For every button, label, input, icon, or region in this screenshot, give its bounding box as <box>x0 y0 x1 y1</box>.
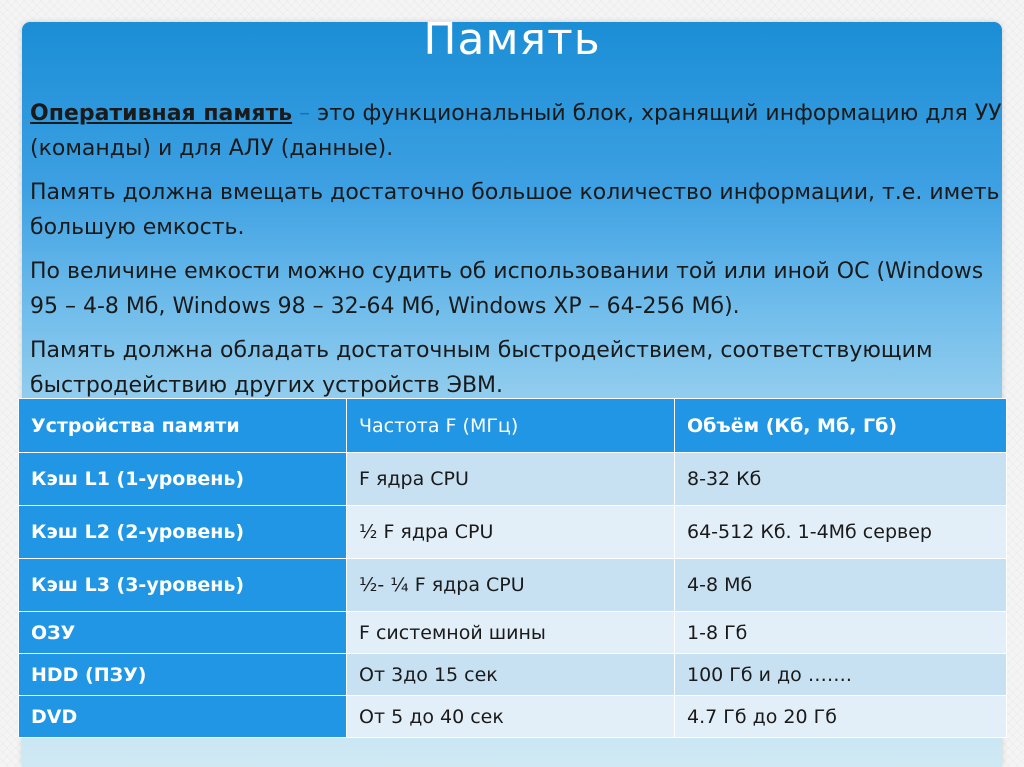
paragraph-capacity: Память должна вмещать достаточно большое количество информации, т.е. иметь большую емкость. <box>30 180 1000 240</box>
slide-content <box>30 96 1015 412</box>
row-volume: 100 Гб и до ……. <box>675 654 1007 696</box>
memory-table <box>18 398 1007 738</box>
row-device: DVD <box>19 696 347 738</box>
row-frequency: От 3до 15 сек <box>347 654 675 696</box>
paragraph-definition <box>30 96 1015 166</box>
row-device: ОЗУ <box>19 612 347 654</box>
term-dash: – <box>292 101 318 126</box>
table-row <box>19 453 1007 506</box>
row-volume: 4.7 Гб до 20 Гб <box>675 696 1007 738</box>
paragraph-speed: Память должна обладать достаточным быстродействием, соответствующим быстродействию других устройств ЭВМ. <box>30 338 933 398</box>
definition-text: это функциональный блок, хранящий информацию для УУ (команды) и для АЛУ (данные). <box>30 101 1002 161</box>
row-volume: 1-8 Гб <box>675 612 1007 654</box>
row-device: Кэш L3 (3-уровень) <box>19 559 347 612</box>
table-row <box>19 654 1007 696</box>
row-volume: 64-512 Кб. 1-4Мб сервер <box>675 506 1007 559</box>
row-frequency: От 5 до 40 сек <box>347 696 675 738</box>
row-volume: 4-8 Мб <box>675 559 1007 612</box>
row-frequency: F системной шины <box>347 612 675 654</box>
term-ram: Оперативная память <box>30 101 293 126</box>
row-frequency: ½- ¼ F ядра CPU <box>347 559 675 612</box>
header-volume: Объём (Кб, Мб, Гб) <box>675 399 1007 453</box>
row-volume: 8-32 Кб <box>675 453 1007 506</box>
table-row <box>19 506 1007 559</box>
table-row <box>19 559 1007 612</box>
row-device: Кэш L2 (2-уровень) <box>19 506 347 559</box>
row-frequency: ½ F ядра CPU <box>347 506 675 559</box>
header-frequency: Частота F (МГц) <box>347 399 675 453</box>
row-frequency: F ядра CPU <box>347 453 675 506</box>
table-row <box>19 696 1007 738</box>
table-header-row <box>19 399 1007 453</box>
table-row <box>19 612 1007 654</box>
row-device: Кэш L1 (1-уровень) <box>19 453 347 506</box>
row-device: HDD (ПЗУ) <box>19 654 347 696</box>
header-device: Устройства памяти <box>19 399 347 453</box>
paragraph-os: По величине емкости можно судить об использовании той или иной ОС (Windows 95 – 4-8 Мб, Windows 98 – 32-64 Мб, Windows XP – 64-256 Мб). <box>30 259 984 319</box>
slide-title: Память <box>423 14 601 65</box>
